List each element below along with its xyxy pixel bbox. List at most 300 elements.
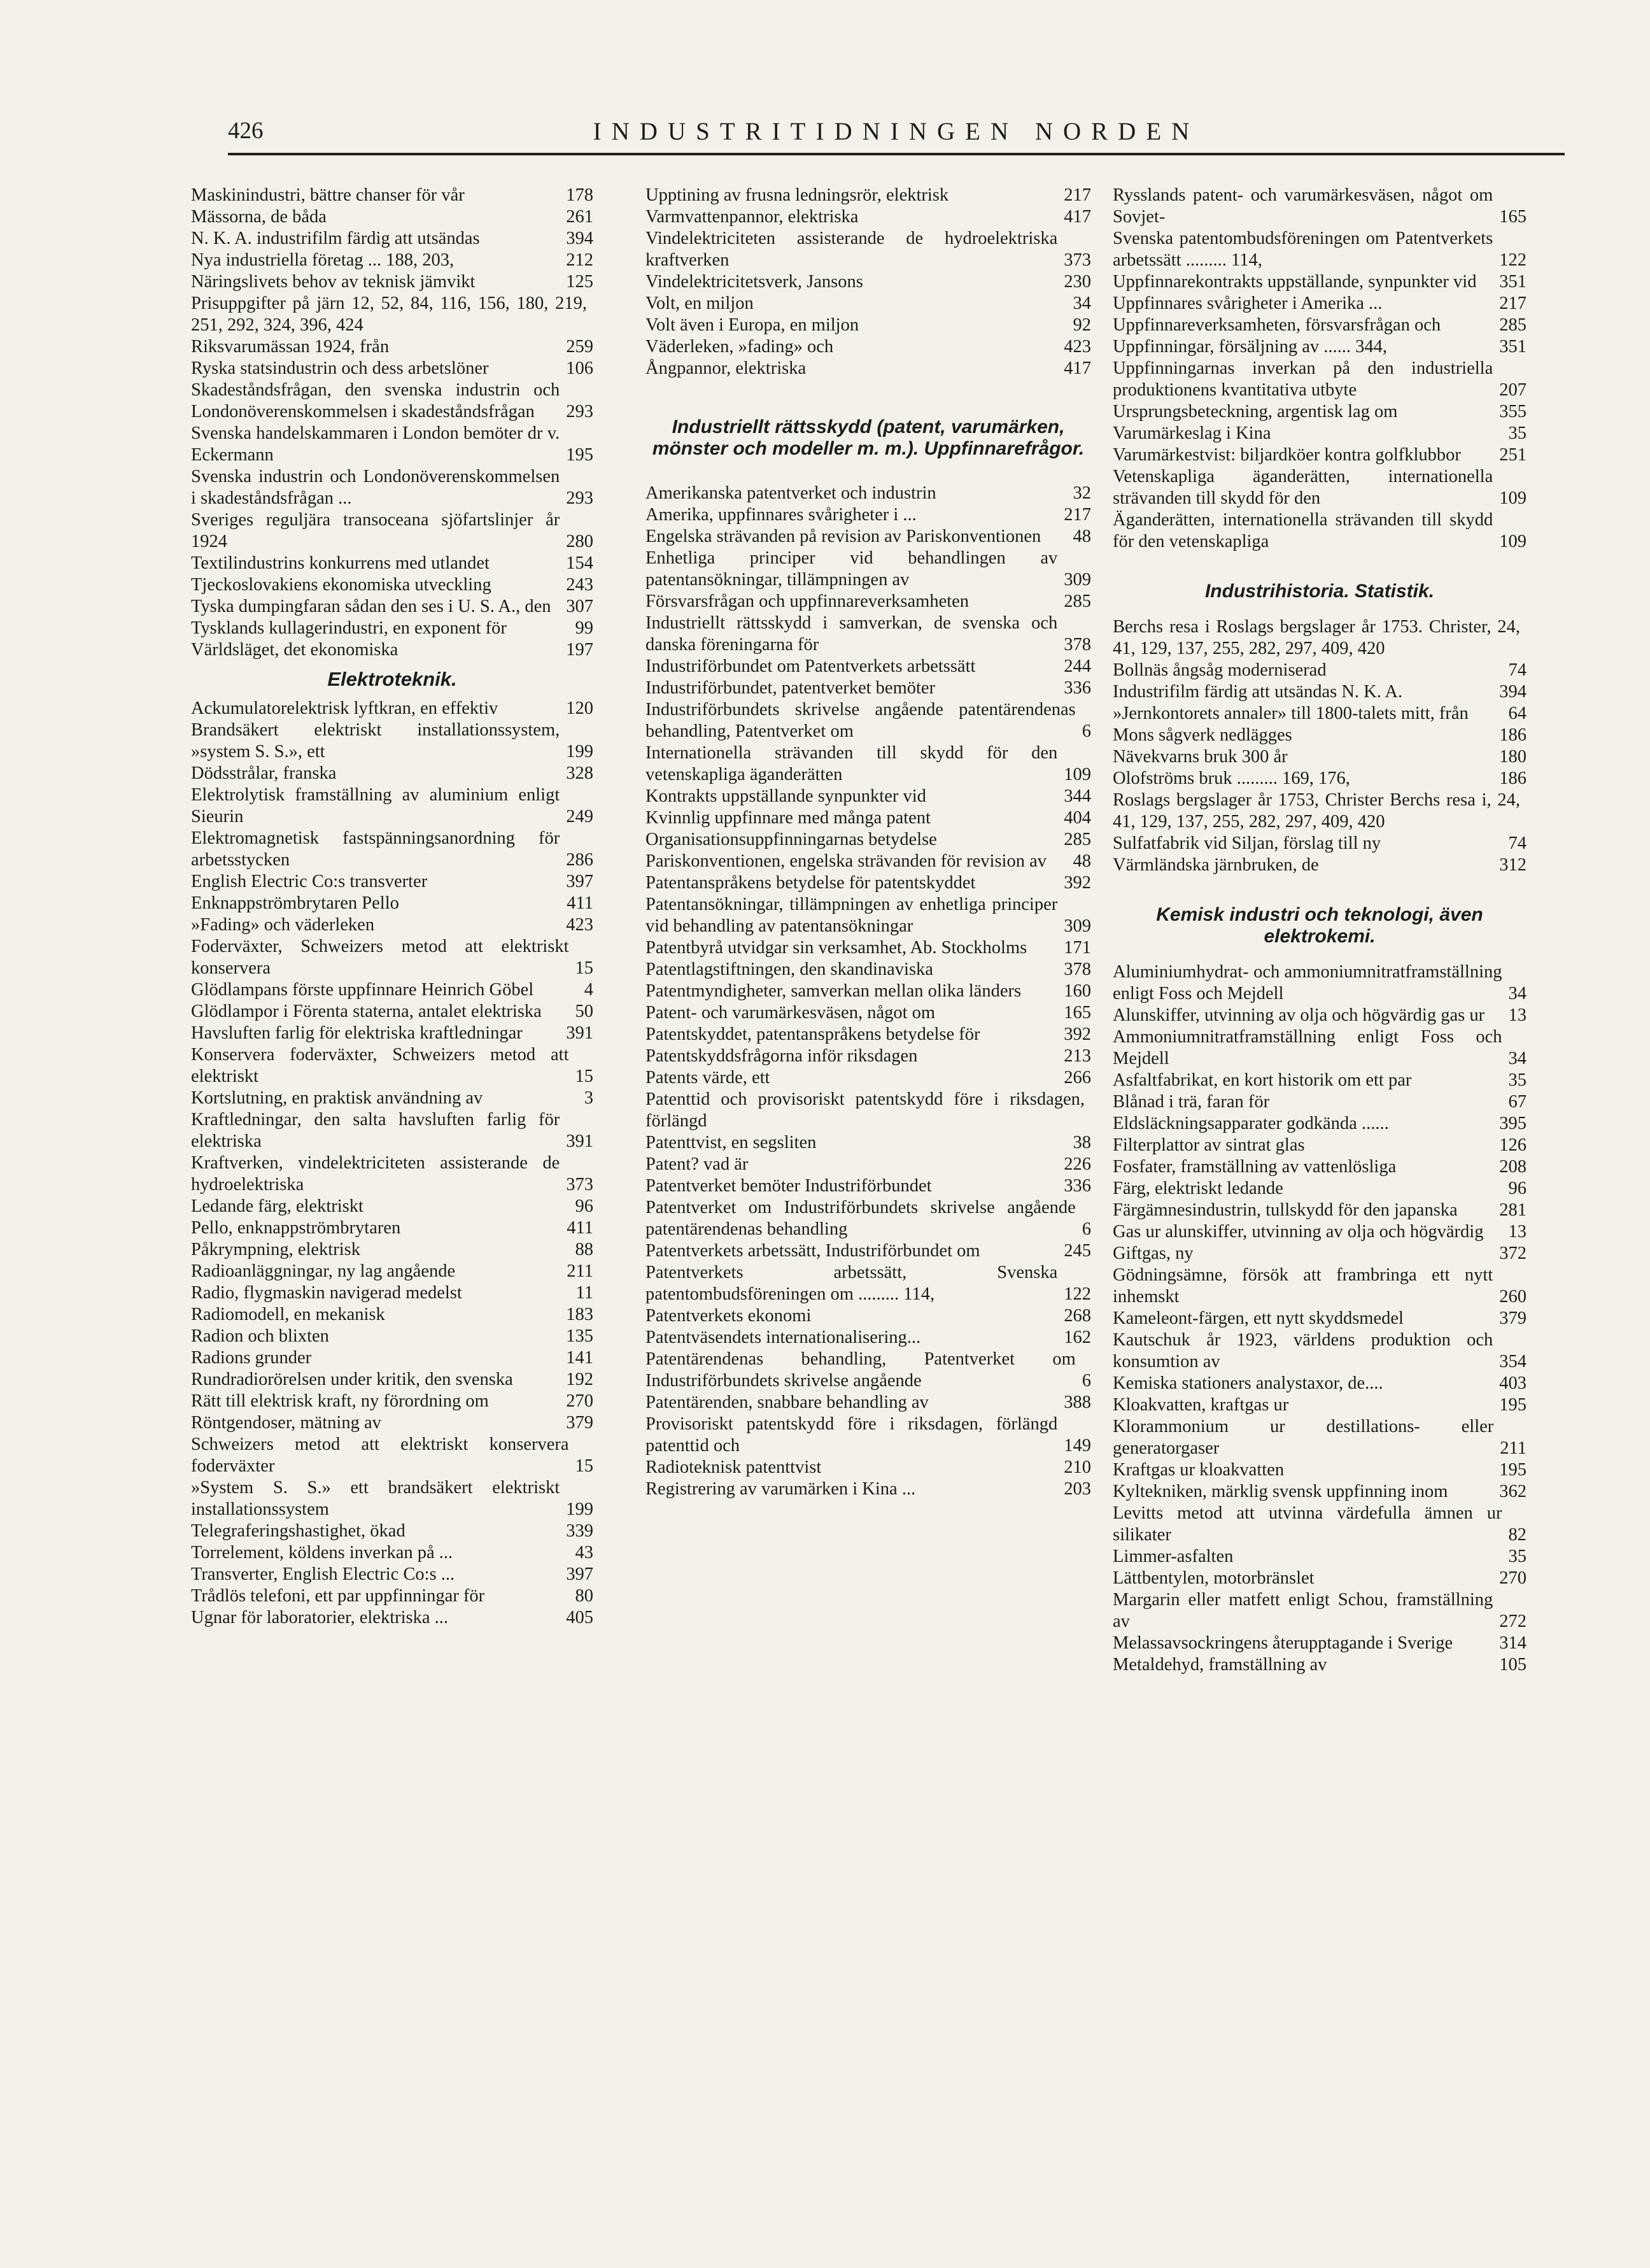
entry-text: Textilindustrins konkurrens med utlandet — [191, 553, 490, 573]
entry-text: Kemiska stationers analystaxor, de.... — [1113, 1373, 1383, 1393]
entry-page-number: 378 — [1064, 635, 1091, 655]
entry-text: Olofströms bruk ......... 169, 176, — [1113, 769, 1350, 788]
entry-page-number: 195 — [1499, 1460, 1527, 1480]
entry-text: Riksvarumässan 1924, från — [191, 337, 390, 357]
entry-text: Vetenskapliga äganderätten, internationella strävanden till skydd för den — [1113, 467, 1493, 508]
index-entry — [1113, 1221, 1527, 1243]
entry-text: Industrifilm färdig att utsändas N. K. A. — [1113, 682, 1403, 702]
entry-page-number: 43 — [575, 1543, 593, 1563]
entry-text: Berchs resa i Roslags bergslager år 1753. Christer, 24, 41, 129, 137, 255, 282, 297, 409, 420 — [1113, 617, 1520, 658]
index-entry — [645, 228, 1091, 271]
entry-text: Kameleont-färgen, ett nytt skyddsmedel — [1113, 1308, 1404, 1328]
entry-page-number: 120 — [566, 698, 593, 718]
entry-page-number: 411 — [567, 1218, 593, 1238]
index-entry — [191, 185, 593, 206]
entry-text: Amerikanska patentverket och industrin — [645, 483, 936, 503]
entry-page-number: 392 — [1064, 1024, 1091, 1044]
entry-page-number: 211 — [567, 1261, 593, 1281]
entry-text: Patentärendenas behandling, Patentverket om Industriförbundets skrivelse angående — [645, 1349, 1076, 1391]
index-entry — [1113, 703, 1527, 725]
entry-page-number: 171 — [1064, 938, 1091, 958]
entry-text: Metaldehyd, framställning av — [1113, 1655, 1327, 1675]
entry-page-number: 109 — [1064, 765, 1091, 784]
entry-page-number: 82 — [1508, 1525, 1527, 1545]
entry-page-number: 391 — [566, 1023, 593, 1043]
entry-page-number: 395 — [1499, 1114, 1527, 1133]
index-entry — [191, 553, 593, 574]
entry-text: Volt, en miljon — [645, 294, 754, 313]
entry-page-number: 99 — [575, 618, 593, 638]
entry-page-number: 270 — [1499, 1568, 1527, 1588]
index-entry — [645, 1175, 1091, 1197]
index-entry — [1113, 616, 1527, 660]
index-entry — [645, 271, 1091, 293]
index-entry — [1113, 271, 1527, 293]
entry-page-number: 96 — [1508, 1179, 1527, 1198]
entry-page-number: 336 — [1064, 1176, 1091, 1196]
entry-page-number: 266 — [1064, 1068, 1091, 1088]
entry-text: Uppfinningarnas inverkan på den industriella produktionens kvantitativa utbyte — [1113, 358, 1493, 400]
index-entry — [645, 851, 1091, 872]
index-entry — [191, 509, 593, 553]
entry-text: Radio, flygmaskin navigerad medelst — [191, 1283, 462, 1303]
entry-text: Radioteknisk patenttvist — [645, 1457, 822, 1477]
entry-page-number: 260 — [1499, 1287, 1527, 1307]
index-entry — [1113, 1070, 1527, 1091]
entry-text: Elektrolytisk framställning av aluminium enligt Sieurin — [191, 785, 560, 826]
index-entry — [191, 1412, 593, 1434]
index-entry — [191, 639, 593, 661]
entry-text: Rysslands patent- och varumärkesväsen, något om Sovjet- — [1113, 185, 1493, 227]
entry-text: Mons sågverk nedlägges — [1113, 725, 1292, 745]
index-entry — [191, 698, 593, 719]
entry-text: Lättbentylen, motorbränslet — [1113, 1568, 1315, 1588]
entry-text: Färg, elektriskt ledande — [1113, 1179, 1283, 1198]
index-entry — [1113, 1243, 1527, 1265]
entry-text: Patent- och varumärkesväsen, något om — [645, 1003, 936, 1023]
entry-text: Patentbyrå utvidgar sin verksamhet, Ab. Stockholms — [645, 938, 1027, 958]
index-entry — [645, 1457, 1091, 1478]
entry-text: Ackumulatorelektrisk lyftkran, en effektiv — [191, 698, 498, 718]
entry-text: Elektromagnetisk fastspänningsanordning för arbetsstycken — [191, 828, 560, 870]
entry-text: Patents värde, ett — [645, 1068, 770, 1088]
index-entry — [1113, 401, 1527, 423]
entry-page-number: 207 — [1499, 380, 1527, 400]
entry-page-number: 199 — [566, 1499, 593, 1519]
index-entry — [1113, 444, 1527, 466]
entry-text: Färgämnesindustrin, tullskydd för den japanska — [1113, 1200, 1458, 1220]
index-entry — [645, 1132, 1091, 1154]
entry-text: Enknappströmbrytaren Pello — [191, 893, 399, 913]
entry-page-number: 293 — [566, 488, 593, 508]
entry-page-number: 141 — [566, 1348, 593, 1368]
entry-page-number: 259 — [566, 337, 593, 357]
entry-page-number: 307 — [566, 597, 593, 616]
entry-text: Provisoriskt patentskydd före i riksdagen, förlängd patenttid och — [645, 1414, 1058, 1456]
index-entry — [191, 1542, 593, 1564]
index-entry — [645, 1045, 1091, 1067]
entry-text: Tyska dumpingfaran sådan den ses i U. S. A., den — [191, 597, 551, 616]
entry-text: Varumärkestvist: biljardköer kontra golfklubbor — [1113, 445, 1461, 465]
entry-text: Margarin eller matfett enligt Schou, framställning av — [1113, 1590, 1493, 1631]
index-entry — [191, 1564, 593, 1585]
entry-page-number: 122 — [1499, 250, 1527, 270]
index-entry — [1113, 1135, 1527, 1156]
entry-page-number: 373 — [566, 1175, 593, 1194]
entry-page-number: 80 — [575, 1586, 593, 1606]
entry-text: Asfaltfabrikat, en kort historik om ett par — [1113, 1070, 1412, 1090]
index-entry — [645, 981, 1091, 1002]
index-entry — [645, 1002, 1091, 1024]
index-entry — [1113, 681, 1527, 703]
entry-text: Vindelektriciteten assisterande de hydroelektriska kraftverken — [645, 229, 1058, 270]
index-entry — [645, 1392, 1091, 1414]
index-entry — [1113, 1546, 1527, 1568]
entry-page-number: 417 — [1064, 207, 1091, 227]
index-entry — [191, 1152, 593, 1196]
entry-page-number: 314 — [1499, 1633, 1527, 1653]
entry-page-number: 32 — [1073, 483, 1091, 503]
page-header — [228, 108, 1565, 159]
entry-text: Kloakvatten, kraftgas ur — [1113, 1395, 1289, 1415]
index-entry — [1113, 1416, 1527, 1459]
entry-page-number: 392 — [1064, 873, 1091, 893]
entry-page-number: 74 — [1508, 660, 1527, 680]
entry-page-number: 280 — [566, 532, 593, 551]
index-entry — [1113, 293, 1527, 315]
entry-page-number: 34 — [1508, 984, 1527, 1003]
entry-page-number: 35 — [1508, 423, 1527, 443]
index-column-left — [191, 185, 593, 1629]
entry-text: Havsluften farlig för elektriska kraftledningar — [191, 1023, 523, 1043]
index-entry — [191, 1261, 593, 1282]
entry-page-number: 162 — [1064, 1328, 1091, 1347]
entry-text: Ursprungsbeteckning, argentisk lag om — [1113, 402, 1398, 422]
index-entry — [645, 293, 1091, 315]
entry-text: Patentskyddsfrågorna inför riksdagen — [645, 1046, 918, 1066]
entry-text: Organisationsuppfinningarnas betydelse — [645, 830, 937, 849]
entry-page-number: 309 — [1064, 916, 1091, 936]
index-entry — [1113, 1459, 1527, 1481]
entry-page-number: 160 — [1064, 981, 1091, 1001]
entry-page-number: 217 — [1499, 294, 1527, 313]
entry-page-number: 195 — [566, 445, 593, 465]
entry-text: Telegraferingshastighet, ökad — [191, 1521, 405, 1541]
entry-text: Uppfinnarekontrakts uppställande, synpunkter vid — [1113, 272, 1477, 292]
entry-text: Kortslutning, en praktisk användning av — [191, 1088, 483, 1108]
entry-page-number: 13 — [1508, 1005, 1527, 1025]
entry-text: Uppfinningar, försäljning av ...... 344, — [1113, 337, 1388, 357]
entry-page-number: 394 — [566, 229, 593, 248]
index-entry — [191, 466, 593, 509]
entry-text: Maskinindustri, bättre chanser för vår — [191, 185, 465, 205]
entry-text: Amerika, uppfinnares svårigheter i ... — [645, 505, 917, 525]
entry-page-number: 217 — [1064, 185, 1091, 205]
index-entry — [645, 1067, 1091, 1089]
index-entry — [191, 1434, 593, 1477]
entry-page-number: 13 — [1508, 1222, 1527, 1242]
entry-text: Vindelektricitetsverk, Jansons — [645, 272, 863, 292]
entry-text: Varumärkeslag i Kina — [1113, 423, 1271, 443]
entry-text: Konservera foderväxter, Schweizers metod att elektriskt — [191, 1045, 569, 1086]
entry-text: Gas ur alunskiffer, utvinning av olja och högvärdig — [1113, 1222, 1484, 1242]
index-entry — [191, 228, 593, 250]
index-entry — [191, 893, 593, 914]
index-entry — [645, 937, 1091, 959]
entry-text: Patenttid och provisoriskt patentskydd före i riksdagen, förlängd — [645, 1089, 1085, 1131]
entry-text: Pello, enknappströmbrytaren — [191, 1218, 401, 1238]
index-entry — [1113, 1005, 1527, 1026]
entry-text: Äganderätten, internationella strävanden till skydd för den vetenskapliga — [1113, 510, 1493, 551]
index-entry — [191, 1347, 593, 1369]
index-entry — [191, 1585, 593, 1607]
index-entry — [1113, 1265, 1527, 1308]
index-entry — [645, 315, 1091, 336]
index-entry — [1113, 1091, 1527, 1113]
index-entry — [1113, 1503, 1527, 1546]
entry-text: Värmländska järnbruken, de — [1113, 855, 1319, 875]
index-entry — [191, 271, 593, 293]
entry-page-number: 423 — [1064, 337, 1091, 357]
entry-text: Rätt till elektrisk kraft, ny förordning om — [191, 1391, 489, 1411]
index-entry — [191, 1217, 593, 1239]
entry-text: Aluminiumhydrat- och ammoniumnitratframställning enligt Foss och Mejdell — [1113, 962, 1502, 1003]
entry-page-number: 38 — [1073, 1133, 1091, 1152]
entry-text: Svenska handelskammaren i London bemöter dr v. Eckermann — [191, 423, 560, 465]
entry-text: Gödningsämne, försök att frambringa ett nytt inhemskt — [1113, 1265, 1493, 1307]
entry-page-number: 106 — [566, 358, 593, 378]
entry-text: Kontrakts uppställande synpunkter vid — [645, 786, 926, 806]
index-entry — [191, 828, 593, 871]
entry-text: Radiomodell, en mekanisk — [191, 1305, 385, 1324]
index-entry — [191, 1369, 593, 1391]
entry-text: Patentmyndigheter, samverkan mellan olika länders — [645, 981, 1022, 1001]
entry-page-number: 249 — [566, 807, 593, 826]
index-column-middle — [645, 185, 1091, 1500]
entry-page-number: 312 — [1499, 855, 1527, 875]
index-entry — [1113, 423, 1527, 444]
entry-text: Patent? vad är — [645, 1154, 749, 1174]
index-entry — [191, 1326, 593, 1347]
entry-text: Näringslivets behov av teknisk jämvikt — [191, 272, 476, 292]
entry-text: Ledande färg, elektriskt — [191, 1196, 363, 1216]
entry-page-number: 135 — [566, 1326, 593, 1346]
index-entry — [1113, 1568, 1527, 1589]
entry-page-number: 165 — [1064, 1003, 1091, 1023]
entry-page-number: 122 — [1064, 1284, 1091, 1304]
index-entry — [1113, 1200, 1527, 1221]
entry-page-number: 197 — [566, 640, 593, 660]
entry-page-number: 34 — [1073, 294, 1091, 313]
index-entry — [191, 293, 593, 336]
entry-page-number: 67 — [1508, 1092, 1527, 1112]
entry-page-number: 286 — [566, 850, 593, 870]
index-entry — [645, 1349, 1091, 1392]
index-entry — [191, 763, 593, 784]
entry-text: Foderväxter, Schweizers metod att elektriskt konservera — [191, 937, 569, 978]
index-entry — [645, 1414, 1091, 1457]
index-entry — [191, 379, 593, 423]
index-entry — [191, 206, 593, 228]
entry-page-number: 211 — [1500, 1438, 1527, 1458]
entry-page-number: 203 — [1064, 1479, 1091, 1499]
index-entry — [1113, 1589, 1527, 1633]
entry-page-number: 109 — [1499, 532, 1527, 551]
entry-text: Ammoniumnitratframställning enligt Foss och Mejdell — [1113, 1027, 1502, 1068]
entry-page-number: 309 — [1064, 570, 1091, 590]
index-entry — [645, 1305, 1091, 1327]
index-entry — [645, 742, 1091, 786]
entry-text: Radion och blixten — [191, 1326, 329, 1346]
entry-page-number: 154 — [566, 553, 593, 573]
index-entry — [191, 358, 593, 379]
index-entry — [645, 591, 1091, 613]
index-entry — [1113, 1394, 1527, 1416]
entry-page-number: 105 — [1499, 1655, 1527, 1675]
index-entry — [645, 872, 1091, 894]
entry-text: Internationella strävanden till skydd för den vetenskapliga äganderätten — [645, 743, 1058, 784]
index-entry — [191, 596, 593, 618]
index-entry — [1113, 1633, 1527, 1654]
entry-text: Mässorna, de båda — [191, 207, 327, 227]
entry-text: Patentanspråkens betydelse för patentskyddet — [645, 873, 976, 893]
entry-page-number: 149 — [1064, 1436, 1091, 1456]
entry-text: Ångpannor, elektriska — [645, 358, 807, 378]
index-entry — [1113, 725, 1527, 746]
entry-text: Klorammonium ur destillations- eller generatorgaser — [1113, 1417, 1494, 1458]
index-entry — [191, 914, 593, 936]
index-entry — [191, 336, 593, 358]
entry-text: Nya industriella företag ... 188, 203, — [191, 250, 455, 270]
index-entry — [191, 871, 593, 893]
entry-page-number: 379 — [1499, 1308, 1527, 1328]
index-entry — [1113, 833, 1527, 854]
index-entry — [645, 959, 1091, 981]
index-entry — [1113, 1156, 1527, 1178]
index-entry — [645, 1154, 1091, 1175]
index-entry — [645, 336, 1091, 358]
entry-page-number: 244 — [1064, 656, 1091, 676]
entry-text: Kautschuk år 1923, världens produktion och konsumtion av — [1113, 1330, 1493, 1371]
index-entry — [1113, 315, 1527, 336]
entry-page-number: 397 — [566, 872, 593, 891]
index-entry — [645, 786, 1091, 807]
entry-page-number: 6 — [1082, 721, 1091, 741]
entry-text: Limmer-asfalten — [1113, 1547, 1234, 1566]
index-entry — [1113, 854, 1527, 876]
index-entry — [645, 699, 1091, 742]
entry-text: »Fading» och väderleken — [191, 915, 375, 935]
index-entry — [1113, 1308, 1527, 1329]
index-entry — [191, 784, 593, 828]
entry-text: Eldsläckningsapparater godkända ...... — [1113, 1114, 1389, 1133]
index-entry — [645, 526, 1091, 548]
index-entry — [645, 1478, 1091, 1500]
index-entry — [191, 979, 593, 1001]
entry-page-number: 404 — [1064, 808, 1091, 828]
entry-text: Pariskonventionen, engelska strävanden för revision av — [645, 851, 1047, 871]
entry-page-number: 195 — [1499, 1395, 1527, 1415]
entry-text: English Electric Co:s transverter — [191, 872, 428, 891]
entry-page-number: 74 — [1508, 833, 1527, 853]
index-entry — [645, 504, 1091, 526]
index-entry — [645, 1262, 1091, 1305]
entry-page-number: 411 — [567, 893, 593, 913]
entry-page-number: 64 — [1508, 704, 1527, 723]
index-entry — [645, 185, 1091, 206]
entry-text: Varmvattenpannor, elektriska — [645, 207, 859, 227]
section-heading-industriellt-rattsskydd-patent-varumarke: Industriellt rättsskydd (patent, varumärken, mönster och modeller m. m.). Uppfinnarefrågor. — [652, 416, 1085, 459]
entry-text: Fosfater, framställning av vattenlösliga — [1113, 1157, 1397, 1177]
index-entry — [1113, 961, 1527, 1005]
index-entry — [191, 936, 593, 979]
entry-text: Patentväsendets internationalisering... — [645, 1328, 921, 1347]
entry-page-number: 178 — [566, 185, 593, 205]
entry-text: Transverter, English Electric Co:s ... — [191, 1564, 455, 1584]
entry-text: Tjeckoslovakiens ekonomiska utveckling — [191, 575, 491, 595]
journal-title: INDUSTRITIDNINGEN NORDEN — [593, 118, 1200, 145]
index-entry — [1113, 1373, 1527, 1394]
entry-page-number: 373 — [1064, 250, 1091, 270]
entry-page-number: 6 — [1082, 1371, 1091, 1391]
entry-text: Industriellt rättsskydd i samverkan, de svenska och danska föreningarna för — [645, 613, 1058, 655]
entry-text: Enhetliga principer vid behandlingen av patentansökningar, tillämpningen av — [645, 548, 1058, 590]
entry-text: Nävekvarns bruk 300 år — [1113, 747, 1288, 767]
entry-page-number: 372 — [1499, 1244, 1527, 1263]
entry-text: Industriförbundet, patentverket bemöter — [645, 678, 936, 698]
entry-page-number: 391 — [566, 1131, 593, 1151]
entry-page-number: 417 — [1064, 358, 1091, 378]
entry-page-number: 208 — [1499, 1157, 1527, 1177]
entry-page-number: 344 — [1064, 786, 1091, 806]
entry-page-number: 35 — [1508, 1547, 1527, 1566]
entry-page-number: 15 — [575, 1067, 593, 1086]
entry-text: N. K. A. industrifilm färdig att utsändas — [191, 229, 480, 248]
index-entry — [645, 483, 1091, 504]
entry-text: Industriförbundet om Patentverkets arbetssätt — [645, 656, 976, 676]
entry-text: Volt även i Europa, en miljon — [645, 315, 859, 335]
entry-text: Radioanläggningar, ny lag angående — [191, 1261, 456, 1281]
index-entry — [1113, 660, 1527, 681]
entry-page-number: 109 — [1499, 488, 1527, 508]
entry-page-number: 293 — [566, 402, 593, 422]
index-entry — [191, 1044, 593, 1088]
entry-page-number: 270 — [566, 1391, 593, 1411]
entry-page-number: 210 — [1064, 1457, 1091, 1477]
entry-page-number: 11 — [575, 1283, 593, 1303]
entry-page-number: 192 — [566, 1370, 593, 1389]
index-entry — [191, 1001, 593, 1023]
index-entry — [645, 613, 1091, 656]
index-entry — [191, 423, 593, 466]
entry-page-number: 230 — [1064, 272, 1091, 292]
entry-text: Upptining av frusna ledningsrör, elektrisk — [645, 185, 949, 205]
entry-page-number: 268 — [1064, 1306, 1091, 1326]
entry-page-number: 50 — [575, 1002, 593, 1021]
index-entry — [1113, 509, 1527, 553]
index-entry — [191, 574, 593, 596]
section-heading-elektroteknik: Elektroteknik. — [327, 668, 457, 690]
entry-page-number: 186 — [1499, 725, 1527, 745]
index-entry — [191, 719, 593, 763]
entry-page-number: 15 — [575, 1456, 593, 1476]
index-entry — [191, 1391, 593, 1412]
entry-text: »Jernkontorets annaler» till 1800-talets mitt, från — [1113, 704, 1469, 723]
entry-page-number: 180 — [1499, 747, 1527, 767]
entry-text: Uppfinnareverksamheten, försvarsfrågan och — [1113, 315, 1441, 335]
entry-page-number: 213 — [1064, 1046, 1091, 1066]
index-entry — [645, 206, 1091, 228]
